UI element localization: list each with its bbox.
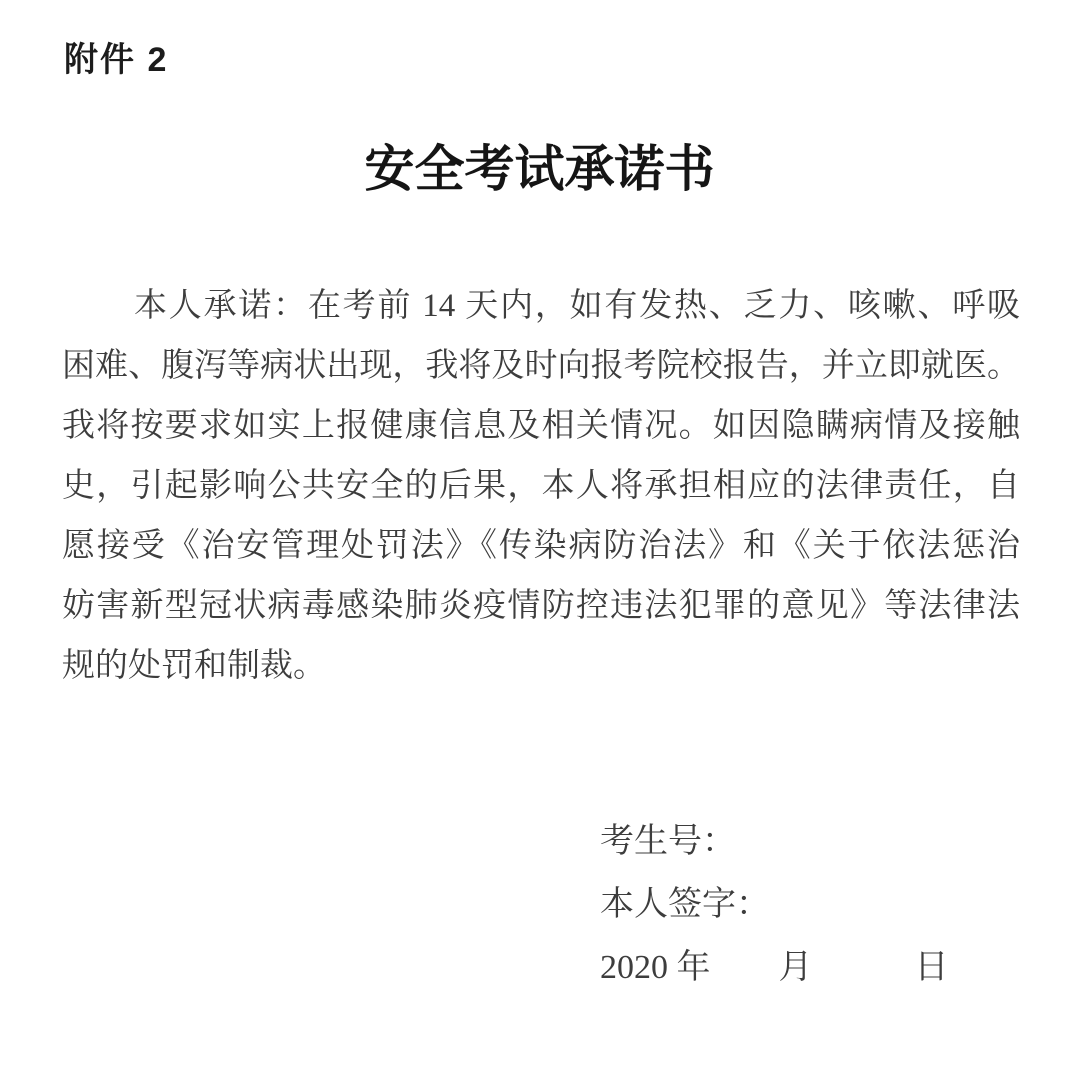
signature-label: 本人签字：	[600, 886, 770, 923]
body-line: 规的处罚和制裁。	[62, 648, 326, 684]
document-title: 安全考试承诺书	[364, 141, 715, 197]
signature-block	[600, 810, 949, 999]
date-line: 2020 年 月 日	[600, 949, 949, 986]
candidate-number-label: 考生号：	[600, 823, 736, 860]
document-body	[62, 276, 1020, 696]
body-line: 困难、腹泻等病状出现，我将及时向报考院校报告，并立即就医。	[62, 348, 1020, 384]
body-line: 史，引起影响公共安全的后果，本人将承担相应的法律责任，自	[62, 468, 1020, 504]
body-line: 妨害新型冠状病毒感染肺炎疫情防控违法犯罪的意见》等法律法	[62, 588, 1020, 624]
body-line: 我将按要求如实上报健康信息及相关情况。如因隐瞒病情及接触	[62, 408, 1020, 444]
attachment-label: 附件 2	[64, 41, 169, 79]
body-line: 愿接受《治安管理处罚法》《传染病防治法》和《关于依法惩治	[62, 528, 1020, 564]
body-line: 本人承诺：在考前 14 天内，如有发热、乏力、咳嗽、呼吸	[134, 288, 1020, 324]
